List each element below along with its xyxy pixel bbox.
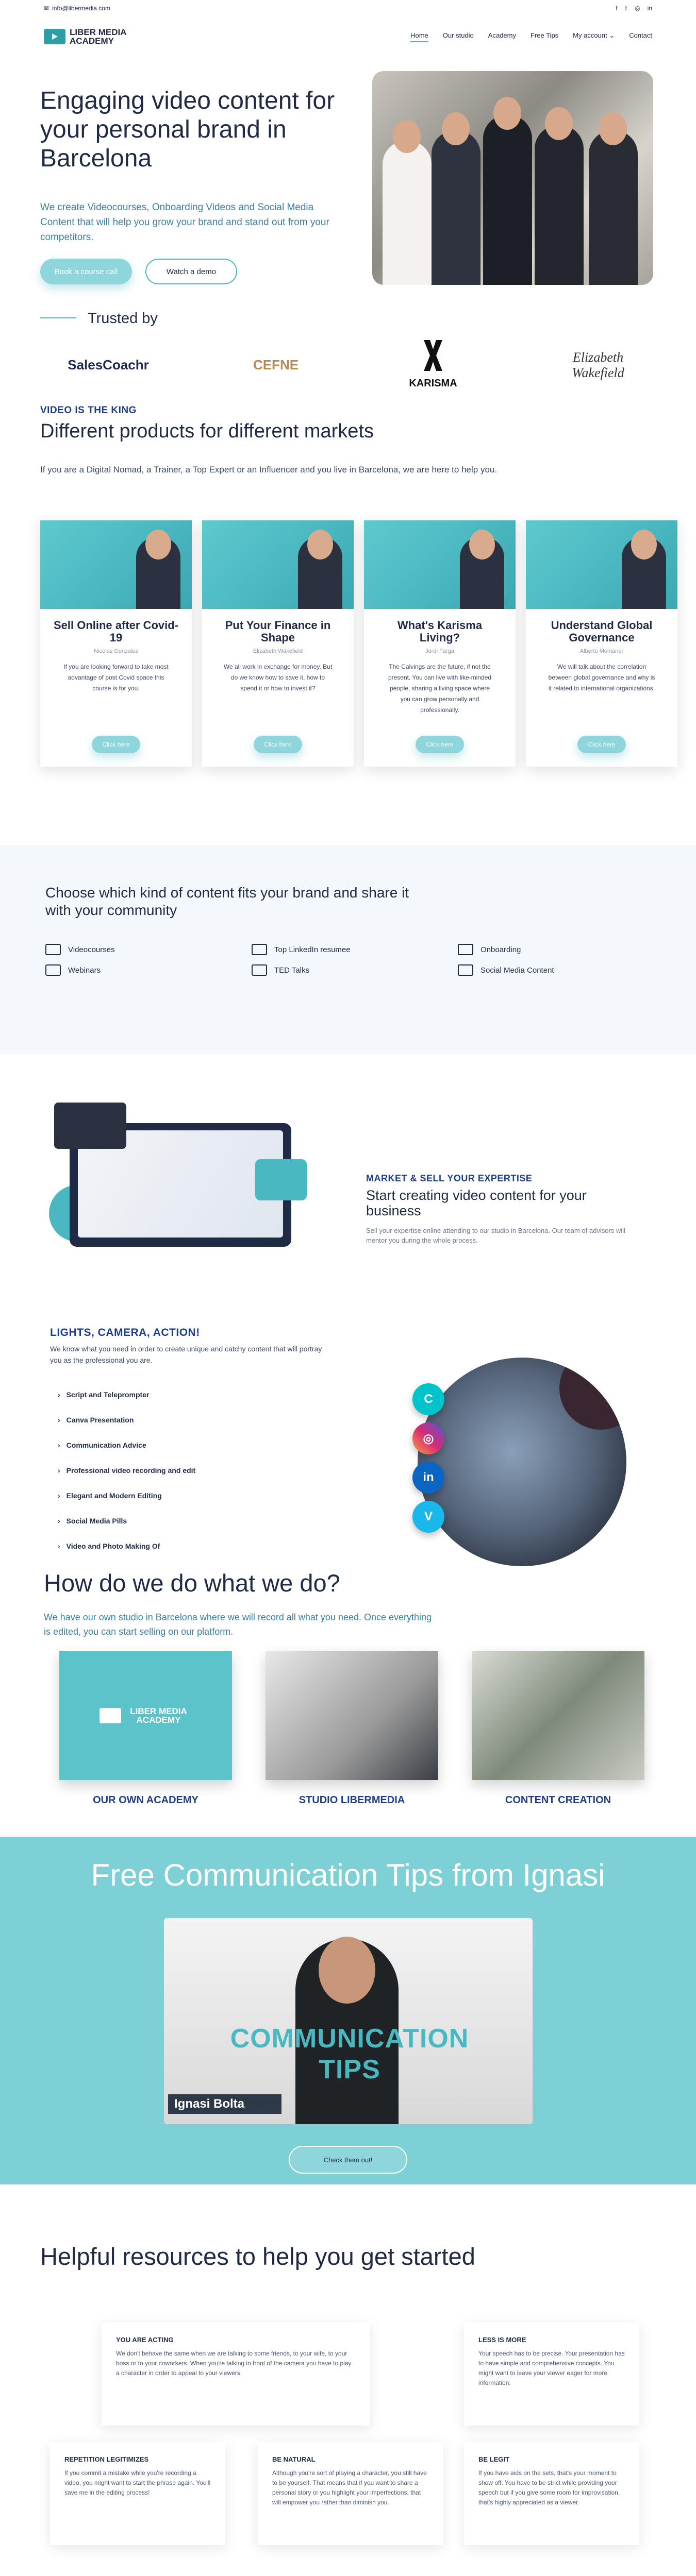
content-type-label: TED Talks xyxy=(274,965,310,975)
client-logo-salescoachr xyxy=(46,357,170,373)
tips-video[interactable] xyxy=(164,1918,533,2124)
content-type-item xyxy=(252,964,458,976)
academy-logo xyxy=(100,1707,192,1724)
team-member-head xyxy=(545,107,573,140)
studio-caption: OUR OWN ACADEMY xyxy=(93,1794,198,1806)
logo[interactable] xyxy=(44,28,137,45)
logo-play-icon xyxy=(100,1708,121,1723)
product-card-title: Put Your Finance in Shape xyxy=(225,619,331,644)
videocourse-icon xyxy=(45,944,61,955)
topbar xyxy=(0,0,696,16)
products-kicker: VIDEO IS THE KING xyxy=(40,405,137,416)
resource-text: If you have aids on the sets, that's your moment to show off. You have to be strict while providing your speech but if you give some room for improvisation, that's highly appreciated as a viewer. xyxy=(478,2469,620,2506)
hero-title: Engaging video content for your personal brand in Barcelona xyxy=(40,87,335,172)
resource-text: Although you're sort of playing a character, you still have to be yourself. That means that if you want to share a personal story or you highlight your imperfections, that will empower you rather than diminish you. xyxy=(272,2469,427,2506)
mail-icon: ✉ xyxy=(44,5,49,12)
hero-team-photo xyxy=(372,71,653,285)
service-item: › Communication Advice xyxy=(58,1433,195,1458)
content-types-title: Choose which kind of content fits your brand and share it with your community xyxy=(45,885,409,918)
service-item: › Elegant and Modern Editing xyxy=(58,1483,195,1509)
product-card-desc: If you are looking forward to take most advantage of post Covid space this course is for you. xyxy=(63,663,169,692)
resource-text: Your speech has to be precise. Your presentation has to have simple and comprehensive concepts. You might want to leave your viewer eager for more information. xyxy=(478,2350,625,2386)
check-tips-button[interactable]: Check them out! xyxy=(289,2146,407,2174)
product-card-desc: We all work in exchange for money. But do we know how to save it, how to spend it or how to invest it? xyxy=(223,663,333,692)
resource-title: BE LEGIT xyxy=(478,2455,509,2463)
product-card-button[interactable]: Click here xyxy=(416,736,464,753)
service-item: › Script and Teleprompter xyxy=(58,1382,195,1408)
lights-section xyxy=(0,1321,696,1558)
product-card-desc: We will talk about the correlation between global governance and why is it related to international organizations. xyxy=(548,663,655,692)
how-title: How do we do what we do? xyxy=(44,1569,340,1597)
studio-image xyxy=(472,1651,644,1780)
onboarding-icon xyxy=(458,944,473,955)
trusted-by-section xyxy=(0,299,696,402)
content-type-item xyxy=(458,964,612,976)
nav-academy[interactable]: Academy xyxy=(488,31,516,39)
resource-box xyxy=(50,2442,225,2545)
studio-image xyxy=(59,1651,232,1780)
team-member-head xyxy=(599,112,627,145)
studio-cards xyxy=(59,1651,644,1806)
video-thumbnail xyxy=(54,1103,126,1149)
product-card-title: What's Karisma Living? xyxy=(397,619,483,644)
product-card-title: Understand Global Governance xyxy=(551,619,653,644)
studio-card[interactable] xyxy=(59,1651,232,1806)
client-logo-wakefield xyxy=(546,350,650,381)
team-member xyxy=(535,125,584,285)
karisma-mark-icon xyxy=(418,340,449,371)
product-card-desc: The Calvings are the future, if not the present. You can live with like-minded people, sharing a living space where you can grow personally and professionally. xyxy=(388,663,492,714)
product-card-image xyxy=(526,520,677,609)
nav-my-account-label: My account xyxy=(573,31,607,39)
chevron-down-icon: ⌄ xyxy=(609,31,615,39)
content-type-label: Videocourses xyxy=(68,945,115,954)
products-title: Different products for different markets xyxy=(40,420,374,442)
nav-contact[interactable]: Contact xyxy=(629,31,652,39)
karisma-text: KARISMA xyxy=(409,378,457,389)
resource-box xyxy=(464,2442,639,2545)
twitter-icon[interactable]: 𝕥 xyxy=(624,5,628,12)
book-course-button[interactable]: Book a course call xyxy=(40,259,132,284)
presenter-head xyxy=(319,1937,375,2004)
product-cards xyxy=(40,520,677,767)
instagram-icon[interactable]: ◎ xyxy=(635,5,640,12)
studio-card[interactable] xyxy=(266,1651,438,1806)
main-nav xyxy=(410,31,652,42)
team-member-head xyxy=(493,97,521,130)
studio-caption: STUDIO LIBERMEDIA xyxy=(299,1794,405,1806)
studio-caption: CONTENT CREATION xyxy=(505,1794,611,1806)
nav-free-tips[interactable]: Free Tips xyxy=(530,31,559,39)
product-card-button[interactable]: Click here xyxy=(577,736,626,753)
topbar-email-text: info@libermedia.com xyxy=(52,5,110,12)
market-text: Sell your expertise online attending to our studio in Barcelona. Our team of advisors will mentor you during the whole process. xyxy=(366,1227,625,1244)
team-member-head xyxy=(393,120,421,153)
ted-talk-icon xyxy=(252,964,267,976)
products-section xyxy=(0,402,696,845)
studio-card[interactable] xyxy=(472,1651,644,1806)
logo-text: LIBER MEDIA ACADEMY xyxy=(70,27,126,46)
studio-image xyxy=(266,1651,438,1780)
product-card-author: Elizabeth Wakefield xyxy=(253,648,303,654)
cefne-text: CEFNE xyxy=(253,357,299,372)
logo-play-icon xyxy=(44,29,65,44)
services-list xyxy=(58,1382,195,1559)
resource-title: BE NATURAL xyxy=(272,2455,316,2463)
service-item: › Professional video recording and edit xyxy=(58,1458,195,1483)
linkedin-icon: in xyxy=(412,1462,444,1494)
trusted-heading: Trusted by xyxy=(88,310,158,327)
content-type-item xyxy=(45,964,252,976)
resource-box xyxy=(102,2323,370,2426)
communication-tips-section xyxy=(0,1837,696,2184)
content-type-label: Webinars xyxy=(68,965,101,975)
product-card-author: Alberto Montaner xyxy=(579,648,624,654)
topbar-email[interactable] xyxy=(44,5,110,12)
team-member-head xyxy=(442,112,470,145)
play-tile-icon xyxy=(255,1159,307,1200)
video-name-tag: Ignasi Bolta xyxy=(168,2094,281,2114)
video-title: COMMUNICATION TIPS xyxy=(230,2024,469,2084)
tips-title: Free Communication Tips from Ignasi xyxy=(91,1858,605,1892)
facebook-icon[interactable]: f xyxy=(616,5,618,12)
product-card-author: Nicolas Gonzalez xyxy=(94,648,138,654)
salescoachr-text: SalesCoachr xyxy=(68,357,149,372)
vimeo-icon: V xyxy=(412,1501,444,1533)
resources-section xyxy=(0,2184,696,2576)
product-card xyxy=(364,520,516,767)
client-logos xyxy=(46,340,650,390)
product-card-image xyxy=(364,520,516,609)
lights-kicker: LIGHTS, CAMERA, ACTION! xyxy=(50,1327,200,1338)
service-item: › Canva Presentation xyxy=(58,1408,195,1433)
webinar-icon xyxy=(45,964,61,976)
market-kicker: MARKET & SELL YOUR EXPERTISE xyxy=(366,1173,533,1183)
academy-logo-text: LIBER MEDIA ACADEMY xyxy=(130,1706,187,1725)
product-card xyxy=(40,520,192,767)
content-type-item xyxy=(252,944,458,955)
product-card-button[interactable]: Click here xyxy=(254,736,302,753)
service-item: › Video and Photo Making Of xyxy=(58,1534,195,1559)
accent-line xyxy=(40,317,76,318)
team-member xyxy=(383,141,432,285)
instagram-icon: ◎ xyxy=(412,1422,444,1454)
resource-title: LESS IS MORE xyxy=(478,2336,526,2344)
canva-icon: C xyxy=(412,1383,444,1415)
social-links xyxy=(616,5,652,12)
content-type-label: Top LinkedIn resumee xyxy=(274,945,351,954)
product-card-button[interactable]: Click here xyxy=(92,736,140,753)
content-types-section xyxy=(0,845,696,1054)
client-logo-karisma xyxy=(382,340,485,390)
market-title: Start creating video content for your business xyxy=(366,1188,587,1218)
hero-text: We create Videocourses, Onboarding Videos and Social Media Content that will help you grow your brand and stand out from your competitors. xyxy=(40,202,329,243)
product-card-image xyxy=(202,520,354,609)
resources-title: Helpful resources to help you get started xyxy=(40,2243,475,2270)
hero-section xyxy=(0,57,696,299)
products-intro: If you are a Digital Nomad, a Trainer, a Top Expert or an Influencer and you live in Barcelona, we are here to help you. xyxy=(40,465,498,474)
social-media-icon xyxy=(458,964,473,976)
nav-our-studio[interactable]: Our studio xyxy=(442,31,474,39)
resource-box xyxy=(464,2323,639,2426)
resource-box xyxy=(258,2442,443,2545)
linkedin-resume-icon xyxy=(252,944,267,955)
content-type-label: Onboarding xyxy=(480,945,521,954)
linkedin-icon[interactable]: in xyxy=(647,5,652,12)
product-card xyxy=(526,520,677,767)
how-text: We have our own studio in Barcelona where we will record all what you need. Once everything is edited, you can start selling on our platform. xyxy=(44,1612,432,1637)
product-card-image xyxy=(40,520,192,609)
content-type-item xyxy=(458,944,612,955)
laptop-photo-circle xyxy=(418,1358,626,1566)
market-section xyxy=(0,1054,696,1321)
resource-title: REPETITION LEGITIMIZES xyxy=(64,2455,149,2463)
team-member xyxy=(589,130,638,285)
lights-intro: We know what you need in order to create unique and catchy content that will portray you as the professional you are. xyxy=(50,1345,322,1364)
watch-demo-button[interactable]: Watch a demo xyxy=(145,259,237,284)
team-member xyxy=(483,115,532,285)
resource-title: YOU ARE ACTING xyxy=(116,2336,174,2344)
nav-home[interactable]: Home xyxy=(410,31,428,42)
product-card-title: Sell Online after Covid-19 xyxy=(53,619,179,644)
product-card-author: Jordi Farga xyxy=(425,648,454,654)
resource-text: If you commit a mistake while you're recording a video, you might want to start the phrase again. You'll save me in the editing process! xyxy=(64,2469,211,2496)
app-icons xyxy=(412,1383,444,1533)
how-section xyxy=(0,1558,696,1837)
market-illustration xyxy=(49,1103,312,1273)
content-type-item xyxy=(45,944,252,955)
nav-my-account[interactable] xyxy=(573,31,615,42)
wakefield-text: Elizabeth Wakefield xyxy=(572,349,624,380)
client-logo-cefne xyxy=(232,357,320,373)
content-types-grid xyxy=(45,944,612,976)
team-member xyxy=(432,130,480,285)
resource-text: We don't behave the same when we are talking to some friends, to your wife, to your boss or to your coworkers. When you're talking in front of the camera you have to play a character in order to appeal to your viewers. xyxy=(116,2350,352,2377)
content-type-label: Social Media Content xyxy=(480,965,554,975)
product-card xyxy=(202,520,354,767)
header xyxy=(0,16,696,57)
service-item: › Social Media Pills xyxy=(58,1509,195,1534)
